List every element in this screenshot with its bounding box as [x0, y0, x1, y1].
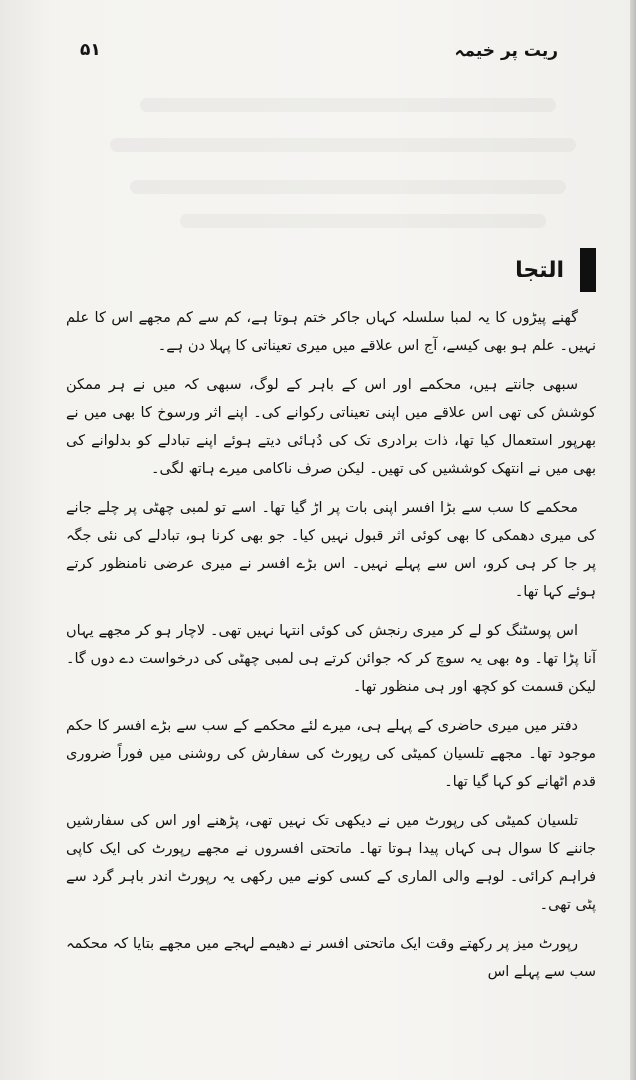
show-through-line [110, 138, 576, 152]
page-edge [630, 0, 636, 1080]
body-text [66, 304, 596, 997]
running-title: ریت پر خیمہ [454, 41, 558, 61]
paragraph: رپورٹ میز پر رکھتے وقت ایک ماتحتی افسر نے دھیمے لہجے میں مجھے بتایا کہ محکمہ سب سے پہلے اس [66, 936, 596, 980]
paragraph: دفتر میں میری حاضری کے پہلے ہی، میرے لئے محکمے کے سب سے بڑے افسر کا حکم موجود تھا۔ مجھے تلسیان کمیٹی کی رپورٹ کی سفارش کی روشنی میں فوراً ضروری قدم اٹھانے کو کہا گیا تھا۔ [66, 718, 596, 790]
chapter-title: التجا [515, 257, 564, 283]
paragraph: محکمے کا سب سے بڑا افسر اپنی بات پر اڑ گیا تھا۔ اسے تو لمبی چھٹی پر چلے جانے کی میری دھمکی کا بھی کوئی اثر قبول نہیں کیا۔ جو بھی کرنا ہو، تبادلے کی نئی جگہ پر جا کر ہی کرو، اس سے پہلے نہیں۔ اس بڑے افسر نے میری عرضی نامنظور کرتے ہوئے کہا تھا۔ [66, 500, 596, 600]
show-through-line [180, 214, 546, 228]
show-through-line [140, 98, 556, 112]
show-through-line [130, 180, 566, 194]
paragraph: گھنے پیڑوں کا یہ لمبا سلسلہ کہاں جاکر ختم ہوتا ہے، کم سے کم مجھے اس کا علم نہیں۔ علم ہو بھی کیسے، آج اس علاقے میں میری تعیناتی کا پہلا دن ہے۔ [66, 310, 596, 354]
page-header [72, 40, 564, 70]
chapter-heading [515, 248, 596, 292]
paragraph: تلسیان کمیٹی کی رپورٹ میں نے دیکھی تک نہیں تھی، پڑھنے اور اس کی سفارشیں جاننے کا سوال ہی کہاں پیدا ہوتا تھا۔ ماتحتی افسروں نے مجھے رپورٹ کی ایک کاپی فراہم کرائی۔ لوہے والی الماری کے کسی کونے میں رکھی یہ رپورٹ اندر باہر گرد سے پٹی تھی۔ [66, 813, 596, 913]
paragraph: اس پوسٹنگ کو لے کر میری رنجش کی کوئی انتہا نہیں تھی۔ لاچار ہو کر مجھے یہاں آنا پڑا تھا۔ وہ بھی یہ سوچ کر کہ جوائن کرتے ہی لمبی چھٹی کی درخواست دے دوں گا۔ لیکن قسمت کو کچھ اور ہی منظور تھا۔ [66, 623, 596, 695]
paragraph: سبھی جانتے ہیں، محکمے اور اس کے باہر کے لوگ، سبھی کہ میں نے ہر ممکن کوشش کی تھی اس علاقے میں اپنی تعیناتی رکوانے کی۔ اپنے اثر ورسوخ کا بھی میں نے بھرپور استعمال کیا تھا، ذات برادری تک کی دُہائی دیتے ہوئے اپنے تبادلے کو بدلوانے کی بھی میں نے انتھک کوششیں کی تھیں۔ لیکن صرف ناکامی میرے ہاتھ لگی۔ [66, 377, 596, 477]
page-number: ۵۱ [80, 40, 101, 60]
chapter-marker-bar [580, 248, 596, 292]
